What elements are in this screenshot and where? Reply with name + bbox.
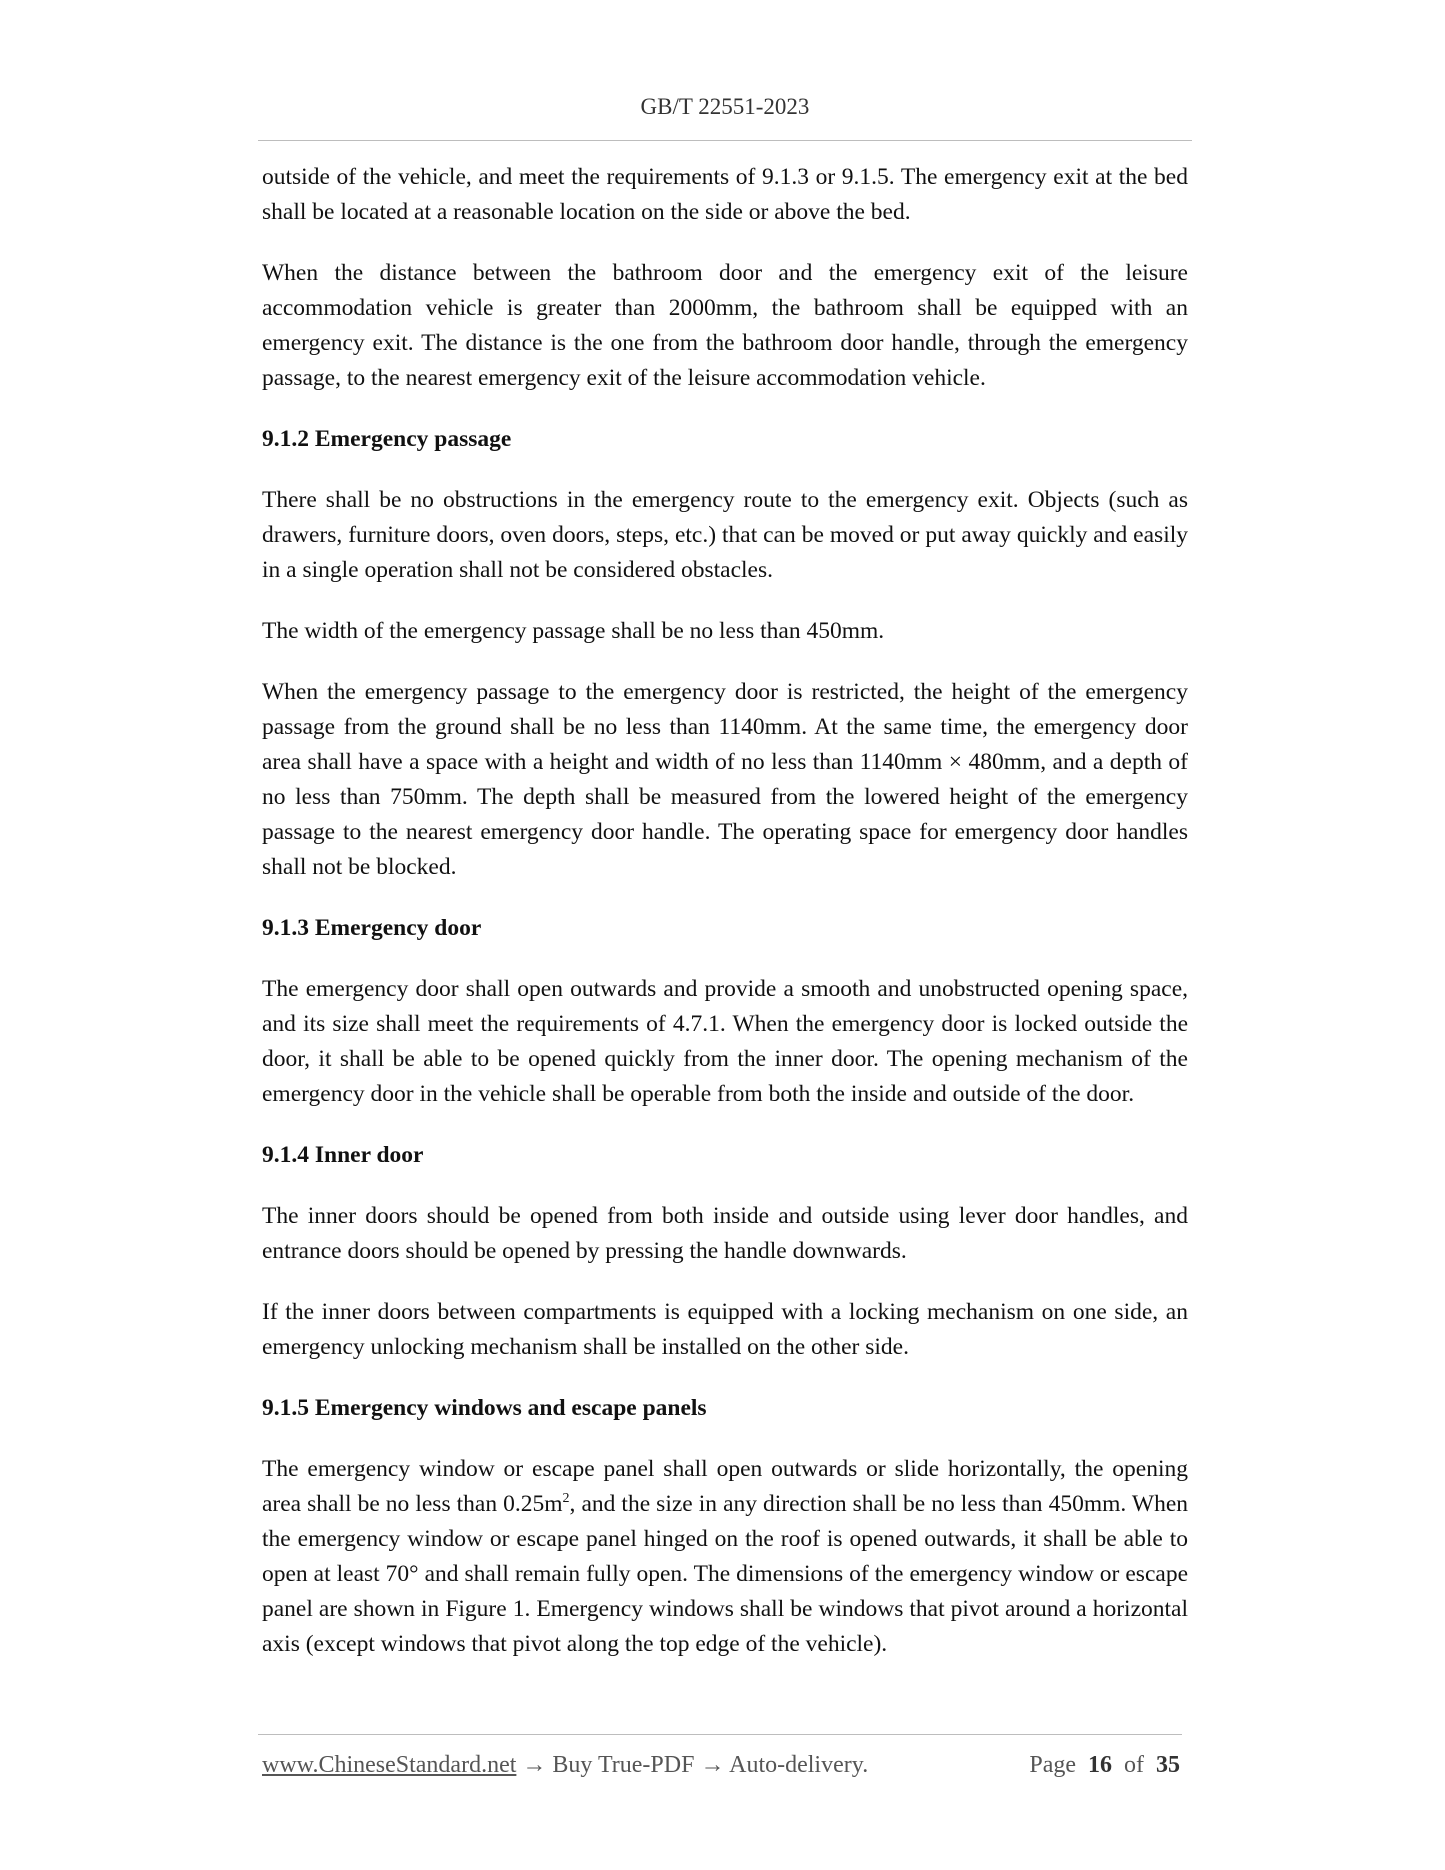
promo-text: → Buy True-PDF → Auto-delivery. (516, 1752, 869, 1778)
section-heading-9-1-5: 9.1.5 Emergency windows and escape panels (262, 1395, 707, 1421)
section-heading-9-1-3: 9.1.3 Emergency door (262, 915, 482, 941)
paragraph: The width of the emergency passage shall be no less than 450mm. (262, 618, 885, 644)
footer-divider (258, 1734, 1182, 1735)
page-header: GB/T 22551-2023 (640, 94, 810, 119)
section-heading-9-1-2: 9.1.2 Emergency passage (262, 426, 512, 452)
paragraph: The emergency door shall open outwards and provide a smooth and unobstructed opening space, and its size shall meet the requirements of 4.7.1. When the emergency door is locked outside the door, it shall be able to be opened quickly from the inner door. The opening mechanism of the emergency door in the vehicle shall be operable from both the inside and outside of the door. (262, 976, 1188, 1107)
paragraph: If the inner doors between compartments is equipped with a locking mechanism on one side, an emergency unlocking mechanism shall be installed on the other side. (262, 1299, 1188, 1360)
text-run: The emergency window or escape panel shall open outwards or slide horizontally, the opening area shall be no less than 0.25m (262, 1456, 1188, 1517)
paragraph: The inner doors should be opened from both inside and outside using lever door handles, and entrance doors should be opened by pressing the handle downwards. (262, 1203, 1188, 1264)
superscript: 2 (562, 1491, 570, 1507)
paragraph: outside of the vehicle, and meet the requirements of 9.1.3 or 9.1.5. The emergency exit at the bed shall be located at a reasonable location on the side or above the bed. (262, 164, 1188, 225)
paragraph: When the emergency passage to the emergency door is restricted, the height of the emergency passage from the ground shall be no less than 1140mm. At the same time, the emergency door area shall have a space with a height and width of no less than 1140mm × 480mm, and a depth of no less than 750mm. The depth shall be measured from the lowered height of the emergency passage to the nearest emergency door handle. The operating space for emergency door handles shall not be blocked. (262, 679, 1188, 880)
page-label: Page (1029, 1752, 1076, 1778)
page-indicator (1029, 1752, 1180, 1779)
text-run: , and the size in any direction shall be no less than 450mm. When the emergency window or escape panel hinged on the roof is opened outwards, it shall be able to open at least 70° and shall remain fully open. The dimensions of the emergency window or escape panel are shown in Figure 1. Emergency windows shall be windows that pivot around a horizontal axis (except windows that pivot along the top edge of the vehicle). (262, 1491, 1188, 1657)
document-body (262, 160, 1188, 1688)
of-label: of (1124, 1752, 1144, 1778)
page-number: 16 (1088, 1752, 1112, 1778)
section-heading-9-1-4: 9.1.4 Inner door (262, 1142, 424, 1168)
website-link[interactable]: www.ChineseStandard.net (262, 1752, 517, 1778)
paragraph: There shall be no obstructions in the emergency route to the emergency exit. Objects (such as drawers, furniture doors, oven doors, steps, etc.) that can be moved or put away quickly and easily in a single operation shall not be considered obstacles. (262, 487, 1188, 583)
header-divider (258, 140, 1192, 141)
paragraph: When the distance between the bathroom door and the emergency exit of the leisure accommodation vehicle is greater than 2000mm, the bathroom shall be equipped with an emergency exit. The distance is the one from the bathroom door handle, through the emergency passage, to the nearest emergency exit of the leisure accommodation vehicle. (262, 260, 1188, 391)
paragraph (262, 1452, 1188, 1662)
total-pages: 35 (1156, 1752, 1180, 1778)
footer-promo (262, 1752, 868, 1779)
